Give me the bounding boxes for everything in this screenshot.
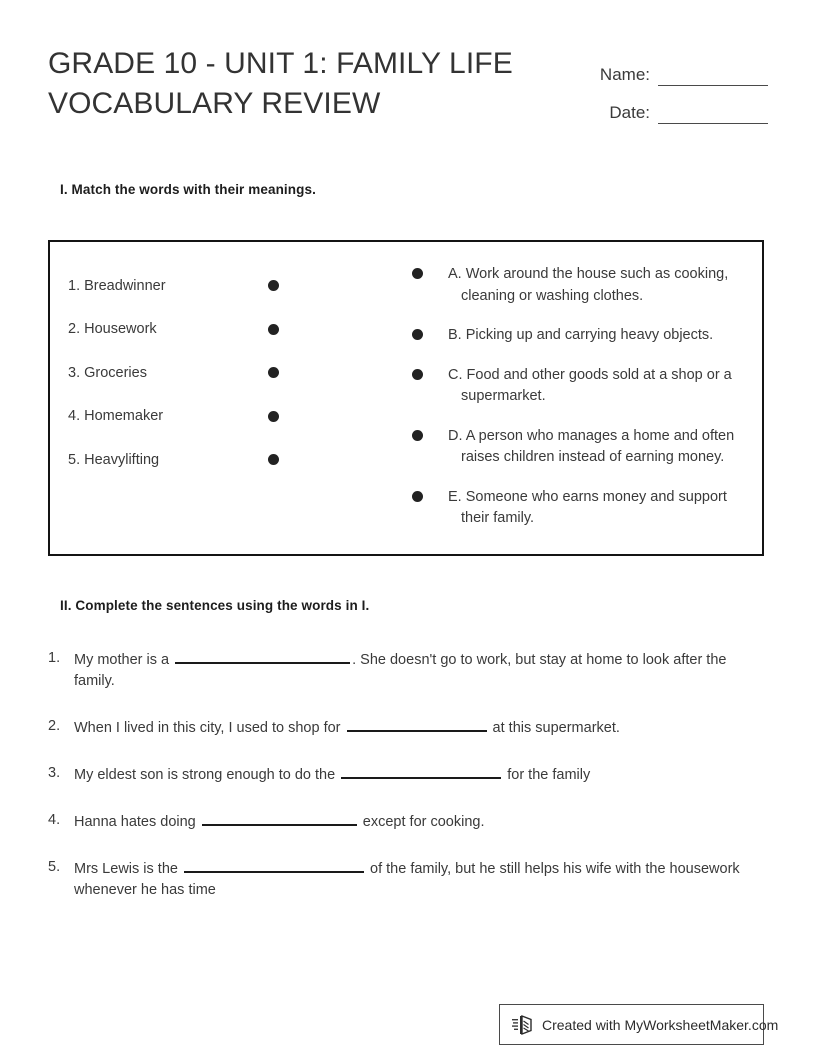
- word-label: 3. Groceries: [68, 364, 147, 381]
- sentence-item: [48, 763, 764, 786]
- sentence-text-before: My mother is a: [74, 652, 174, 668]
- definition-text: E. Someone who earns money and support their family.: [448, 488, 727, 526]
- match-word-item[interactable]: [68, 351, 280, 395]
- date-input[interactable]: [658, 103, 768, 124]
- sentence-text-before: My eldest son is strong enough to do the: [74, 767, 340, 783]
- match-dot-cell[interactable]: [412, 325, 448, 340]
- match-dot-icon[interactable]: [412, 268, 423, 279]
- name-label: Name:: [599, 65, 650, 84]
- answer-blank[interactable]: [184, 857, 364, 873]
- match-dot-cell[interactable]: [412, 426, 448, 441]
- match-dot-icon[interactable]: [412, 430, 423, 441]
- match-definition-item[interactable]: [412, 365, 744, 408]
- sentence-body: [74, 857, 764, 901]
- name-date-block: [578, 48, 768, 124]
- sentence-number: 2.: [48, 718, 61, 734]
- match-dot-cell[interactable]: [412, 365, 448, 380]
- sentence-number: 5.: [48, 859, 61, 875]
- sentence-item: [48, 716, 764, 739]
- sentence-item: [48, 857, 764, 901]
- match-dot-cell[interactable]: [412, 264, 448, 279]
- sentence-text-after: at this supermarket.: [488, 720, 620, 736]
- flag-logo-icon: [512, 1014, 536, 1036]
- answer-blank[interactable]: [341, 763, 501, 779]
- word-label: 5. Heavylifting: [68, 451, 160, 468]
- sentence-number: 3.: [48, 765, 61, 781]
- match-dot-cell[interactable]: [266, 367, 280, 378]
- match-word-item[interactable]: [68, 438, 280, 482]
- match-dot-cell[interactable]: [266, 280, 280, 291]
- sentence-body: [74, 763, 590, 786]
- word-label: 1. Breadwinner: [68, 277, 166, 294]
- sentence-text-after: . She doesn't go to work, but stay at home to look after the family.: [74, 652, 727, 689]
- sentence-body: [74, 810, 485, 833]
- answer-blank[interactable]: [202, 810, 357, 826]
- definition-text: D. A person who manages a home and often raises children instead of earning money.: [448, 427, 735, 465]
- worksheet-header: [48, 44, 768, 140]
- section-2-heading: II. Complete the sentences using the words in I.: [60, 598, 370, 613]
- match-definition-item[interactable]: [412, 264, 744, 307]
- sentence-body: [74, 648, 764, 692]
- match-definition-item[interactable]: [412, 426, 744, 469]
- match-dot-icon[interactable]: [268, 324, 279, 335]
- sentence-text-after: except for cooking.: [358, 814, 485, 830]
- section-1-heading: I. Match the words with their meanings.: [60, 182, 316, 197]
- matching-definitions-column: [412, 264, 744, 530]
- title-line-1: GRADE 10 - UNIT 1: FAMILY LIFE: [48, 47, 513, 80]
- fill-in-blank-list: [48, 648, 764, 925]
- sentence-item: [48, 648, 764, 692]
- title-line-2: VOCABULARY REVIEW: [48, 87, 381, 120]
- created-with-badge[interactable]: [499, 1004, 779, 1045]
- match-word-item[interactable]: [68, 264, 280, 308]
- sentence-text-after: of the family, but he still helps his wife with the housework whenever he has time: [74, 861, 740, 898]
- word-label: 4. Homemaker: [68, 408, 164, 425]
- match-dot-icon[interactable]: [412, 491, 423, 502]
- definition-text: A. Work around the house such as cooking, cleaning or washing clothes.: [448, 266, 729, 304]
- match-dot-cell[interactable]: [266, 411, 280, 422]
- match-word-item[interactable]: [68, 395, 280, 439]
- definition-text: B. Picking up and carrying heavy objects.: [448, 327, 714, 343]
- name-row: [578, 48, 768, 86]
- match-dot-icon[interactable]: [268, 367, 279, 378]
- match-dot-icon[interactable]: [268, 454, 279, 465]
- page-title: [48, 44, 588, 124]
- sentence-text-after: for the family: [503, 767, 591, 783]
- date-label: Date:: [609, 103, 650, 122]
- match-dot-icon[interactable]: [412, 329, 423, 340]
- match-dot-cell[interactable]: [266, 324, 280, 335]
- sentence-item: [48, 810, 764, 833]
- match-word-item[interactable]: [68, 308, 280, 352]
- sentence-text-before: When I lived in this city, I used to shop for: [74, 720, 345, 736]
- sentence-text-before: Mrs Lewis is the: [74, 861, 182, 877]
- answer-blank[interactable]: [175, 648, 350, 664]
- match-dot-icon[interactable]: [268, 280, 279, 291]
- match-definition-item[interactable]: [412, 325, 744, 347]
- name-input[interactable]: [658, 65, 768, 86]
- sentence-number: 4.: [48, 812, 61, 828]
- match-definition-item[interactable]: [412, 487, 744, 530]
- matching-exercise-box: [48, 240, 764, 556]
- match-dot-icon[interactable]: [412, 369, 423, 380]
- matching-words-column: [68, 264, 280, 482]
- match-dot-cell[interactable]: [412, 487, 448, 502]
- sentence-number: 1.: [48, 650, 61, 666]
- badge-label: Created with MyWorksheetMaker.com: [542, 1016, 779, 1033]
- definition-text: C. Food and other goods sold at a shop or a supermarket.: [448, 366, 732, 404]
- match-dot-cell[interactable]: [266, 454, 280, 465]
- match-dot-icon[interactable]: [268, 411, 279, 422]
- word-label: 2. Housework: [68, 321, 157, 338]
- date-row: [578, 86, 768, 124]
- sentence-text-before: Hanna hates doing: [74, 814, 200, 830]
- sentence-body: [74, 716, 620, 739]
- answer-blank[interactable]: [347, 716, 487, 732]
